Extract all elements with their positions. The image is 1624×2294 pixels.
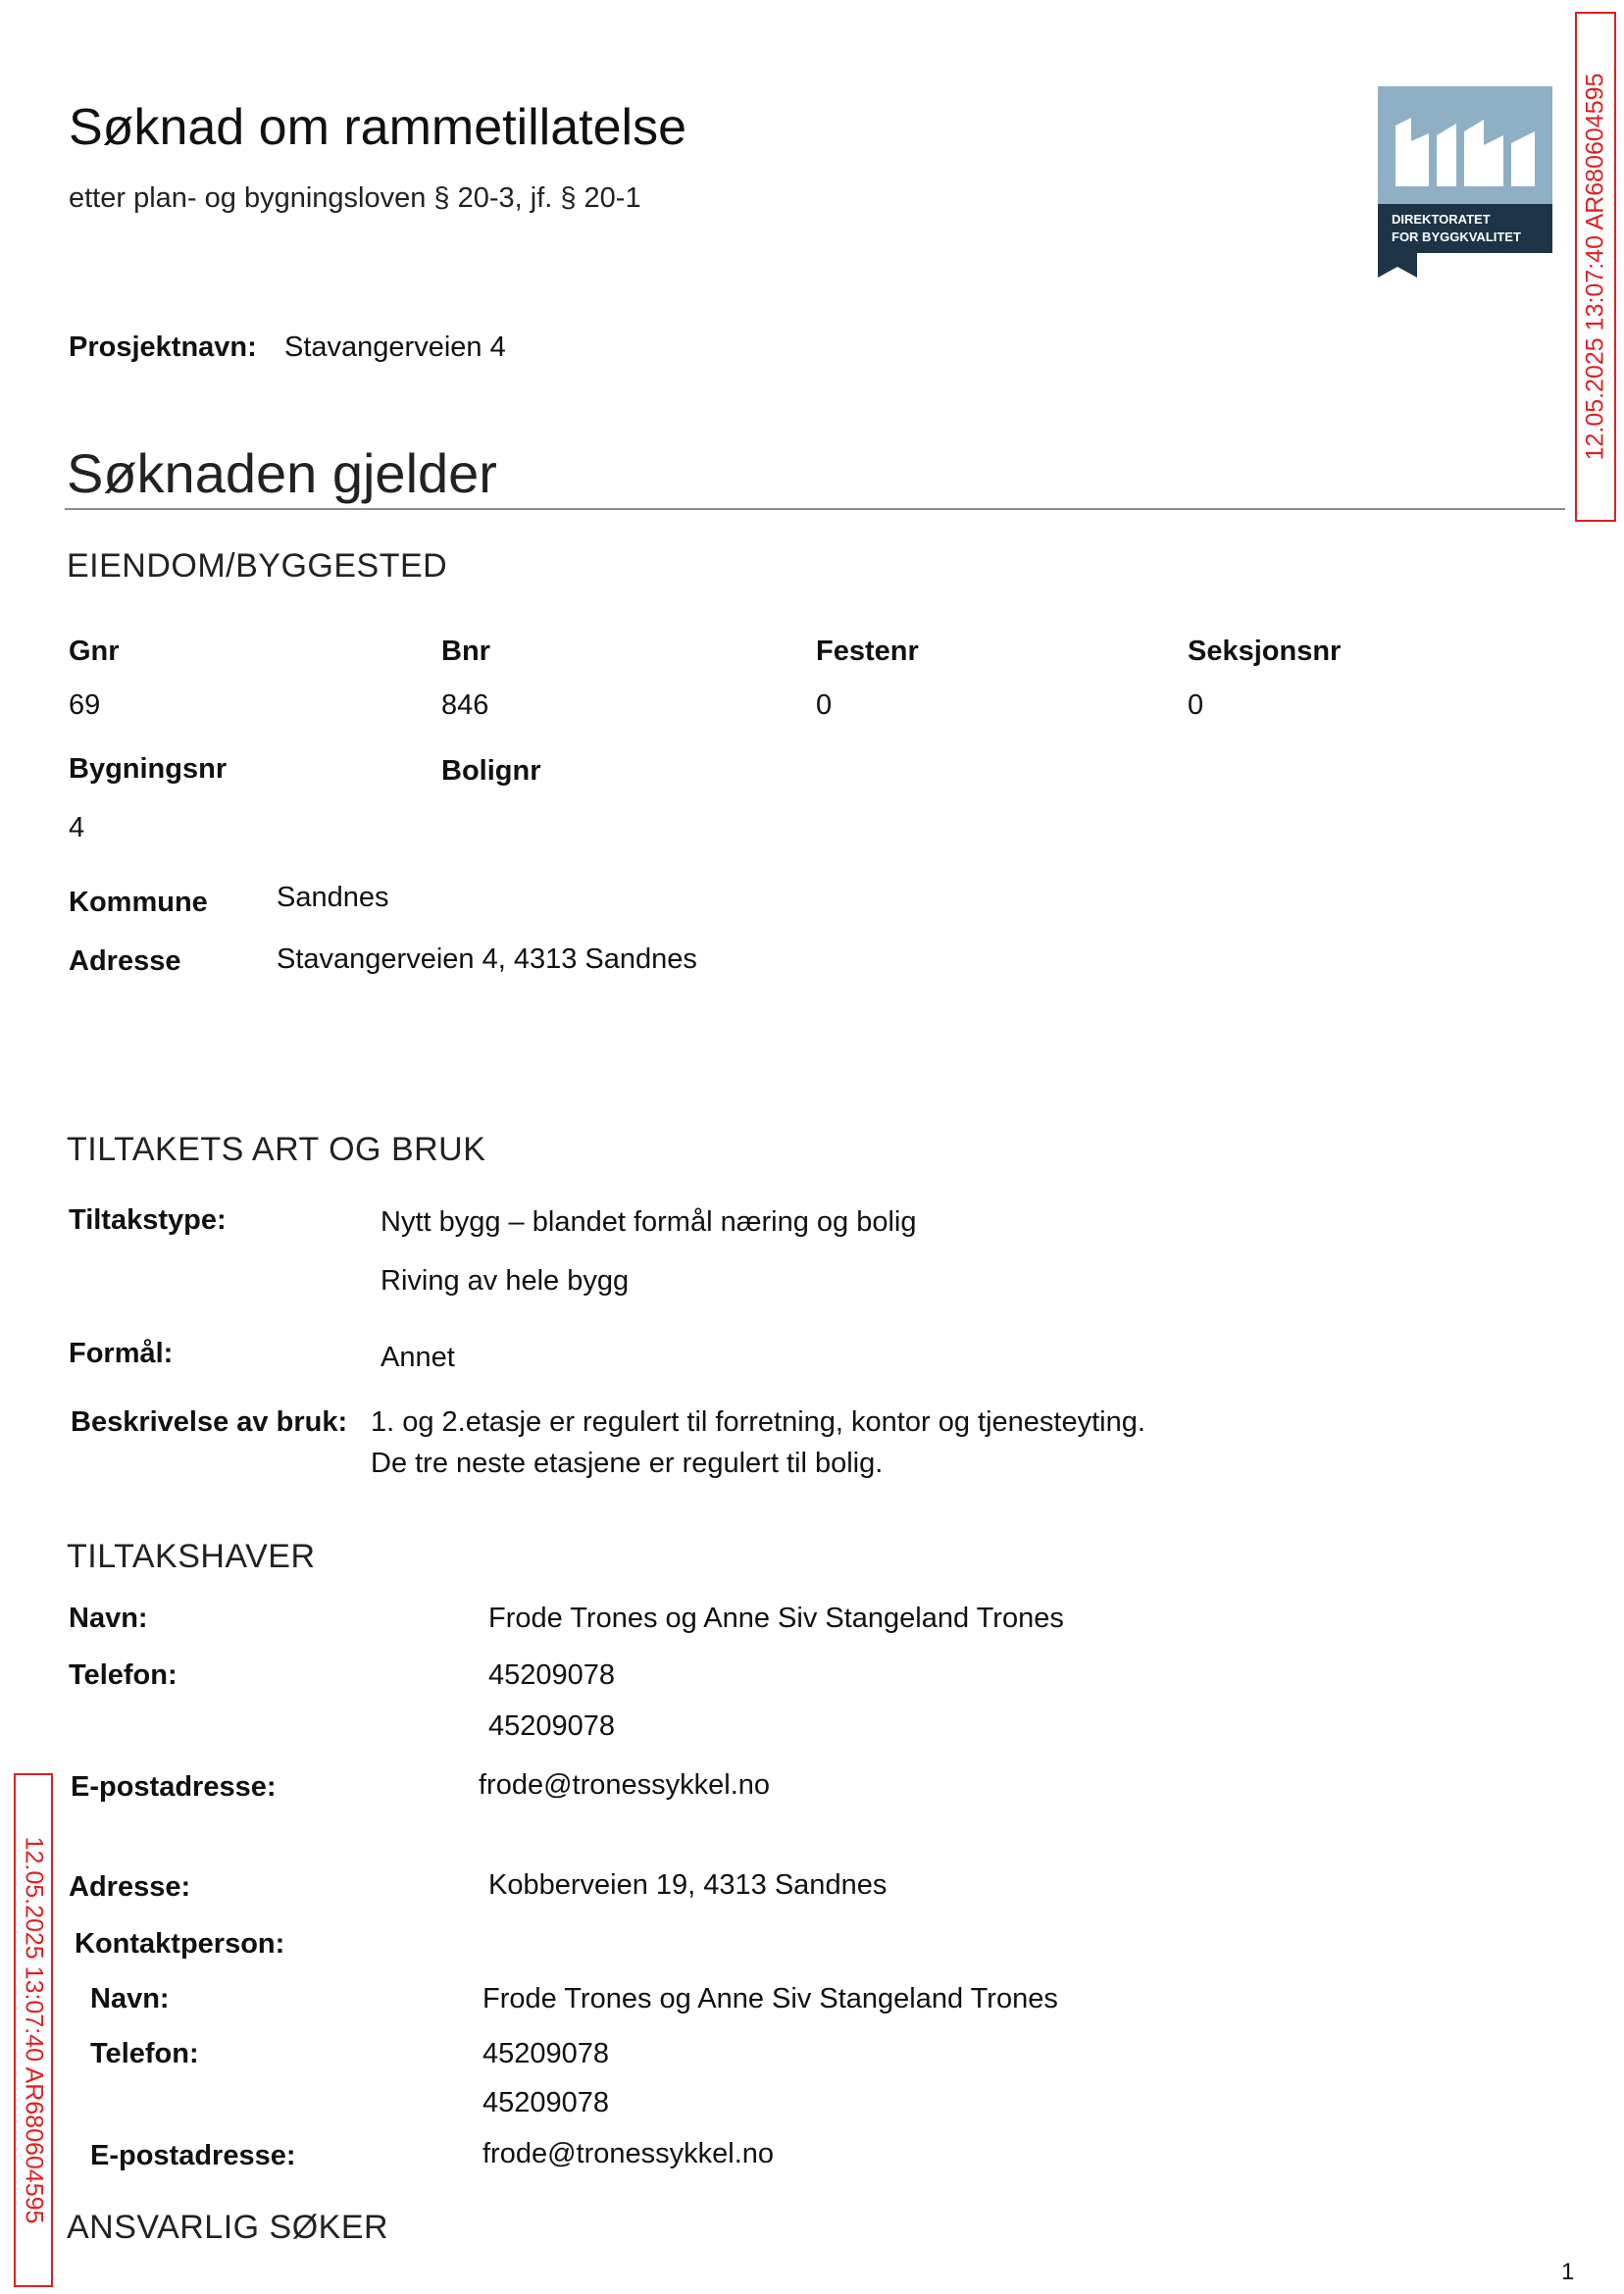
- page-number: 1: [1561, 2259, 1575, 2285]
- usage-label: Beskrivelse av bruk:: [71, 1406, 348, 1438]
- bolignr-label: Bolignr: [441, 755, 541, 787]
- usage-line-1: 1. og 2.etasje er regulert til forretning, kontor og tjenesteyting.: [371, 1406, 1145, 1438]
- seksjonsnr-value: 0: [1188, 689, 1204, 721]
- purpose-value: Annet: [381, 1342, 455, 1373]
- contact-person-label: Kontaktperson:: [75, 1928, 285, 1960]
- owner-phone-label: Telefon:: [69, 1659, 178, 1691]
- dibk-logo: [1378, 86, 1552, 278]
- measure-heading: TILTAKETS ART OG BRUK: [67, 1131, 486, 1168]
- adresse-value: Stavangerveien 4, 4313 Sandnes: [277, 943, 697, 975]
- receipt-stamp-left: [14, 1773, 53, 2287]
- measure-type-2: Riving av hele bygg: [381, 1265, 630, 1297]
- contact-email-label: E-postadresse:: [90, 2140, 296, 2171]
- bnr-label: Bnr: [441, 636, 490, 667]
- contact-phone-1: 45209078: [482, 2038, 610, 2069]
- project-name-value: Stavangerveien 4: [284, 331, 506, 363]
- festenr-label: Festenr: [816, 636, 919, 667]
- contact-name-value: Frode Trones og Anne Siv Stangeland Trones: [482, 1983, 1058, 2014]
- owner-phone-2: 45209078: [488, 1710, 616, 1742]
- owner-address-label: Adresse:: [69, 1871, 191, 1903]
- applicant-heading: ANSVARLIG SØKER: [67, 2209, 389, 2246]
- section-divider: [65, 508, 1565, 510]
- section-title: Søknaden gjelder: [67, 442, 497, 504]
- measure-type-1: Nytt bygg – blandet formål næring og bolig: [381, 1206, 917, 1238]
- gnr-value: 69: [69, 689, 101, 721]
- gnr-label: Gnr: [69, 636, 120, 667]
- bygningsnr-label: Bygningsnr: [69, 753, 228, 785]
- contact-email-value: frode@tronessykkel.no: [482, 2138, 775, 2169]
- measure-type-label: Tiltakstype:: [69, 1204, 227, 1236]
- contact-phone-label: Telefon:: [90, 2038, 199, 2069]
- kommune-value: Sandnes: [277, 882, 389, 913]
- usage-line-2: De tre neste etasjene er regulert til bolig.: [371, 1448, 884, 1479]
- seksjonsnr-label: Seksjonsnr: [1188, 636, 1342, 667]
- festenr-value: 0: [816, 689, 833, 721]
- purpose-label: Formål:: [69, 1338, 174, 1369]
- receipt-stamp-left-text: 12.05.2025 13:07:40 AR680604595: [20, 1836, 48, 2224]
- contact-name-label: Navn:: [90, 1983, 170, 2014]
- owner-phone-1: 45209078: [488, 1659, 616, 1691]
- property-heading: EIENDOM/BYGGESTED: [67, 547, 448, 585]
- owner-heading: TILTAKSHAVER: [67, 1538, 316, 1575]
- owner-address-value: Kobberveien 19, 4313 Sandnes: [488, 1869, 888, 1901]
- bnr-value: 846: [441, 689, 489, 721]
- svg-text:FOR BYGGKVALITET: FOR BYGGKVALITET: [1392, 229, 1521, 244]
- kommune-label: Kommune: [69, 887, 208, 918]
- owner-email-value: frode@tronessykkel.no: [479, 1769, 771, 1801]
- owner-name-label: Navn:: [69, 1603, 148, 1634]
- bygningsnr-value: 4: [69, 812, 85, 843]
- document-subtitle: etter plan- og bygningsloven § 20-3, jf. § 20-1: [69, 182, 641, 214]
- receipt-stamp-right: [1575, 12, 1616, 522]
- svg-text:DIREKTORATET: DIREKTORATET: [1392, 212, 1491, 227]
- contact-phone-2: 45209078: [482, 2087, 610, 2118]
- receipt-stamp-right-text: 12.05.2025 13:07:40 AR680604595: [1581, 73, 1609, 461]
- document-title: Søknad om rammetillatelse: [69, 99, 686, 156]
- owner-name-value: Frode Trones og Anne Siv Stangeland Trones: [488, 1603, 1064, 1634]
- owner-email-label: E-postadresse:: [71, 1771, 277, 1803]
- adresse-label: Adresse: [69, 945, 181, 977]
- project-name-label: Prosjektnavn:: [69, 331, 257, 363]
